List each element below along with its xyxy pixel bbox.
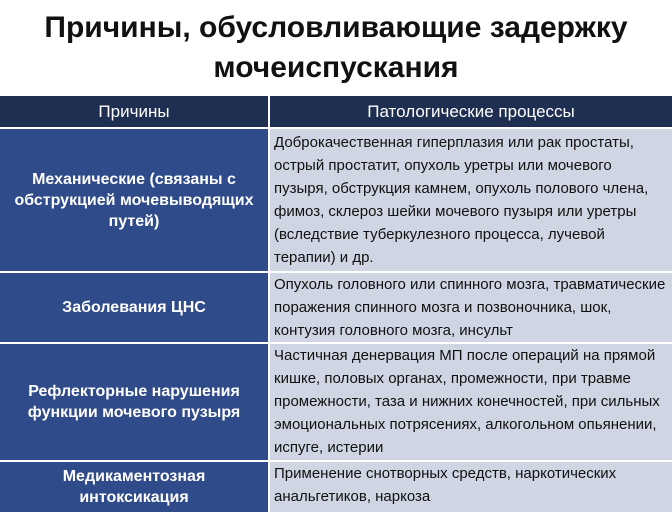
table-header-row [0, 96, 672, 128]
process-cell: Применение снотворных средств, наркотических анальгетиков, наркоза [269, 461, 672, 513]
cause-cell: Рефлекторные нарушения функции мочевого пузыря [0, 343, 269, 461]
table-row [0, 461, 672, 513]
title-line-1: Причины, обусловливающие задержку [44, 11, 628, 44]
process-cell: Опухоль головного или спинного мозга, травматические поражения спинного мозга и позвоночника, шок, контузия головного мозга, инсульт [269, 272, 672, 343]
process-cell: Частичная денервация МП после операций на прямой кишке, половых органах, промежности, при травме промежности, таза и нижних конечностей, при сильных эмоциональных потрясениях, алкогольном опьянении, испуге, истерии [269, 343, 672, 461]
causes-table [0, 96, 672, 514]
page-title [0, 0, 672, 94]
header-processes: Патологические процессы [269, 96, 672, 128]
table-row [0, 343, 672, 461]
process-cell: Доброкачественная гиперплазия или рак простаты, острый простатит, опухоль уретры или мочевого пузыря, обструкция камнем, опухоль полового члена, фимоз, склероз шейки мочевого пузыря или уретры (вследствие туберкулезного процесса, лучевой терапии) и др. [269, 128, 672, 272]
cause-cell: Заболевания ЦНС [0, 272, 269, 343]
title-line-2: мочеиспускания [213, 51, 459, 84]
cause-cell: Медикаментозная интоксикация [0, 461, 269, 513]
table-row [0, 272, 672, 343]
header-causes: Причины [0, 96, 269, 128]
table-row [0, 128, 672, 272]
cause-cell: Механические (связаны с обструкцией мочевыводящих путей) [0, 128, 269, 272]
